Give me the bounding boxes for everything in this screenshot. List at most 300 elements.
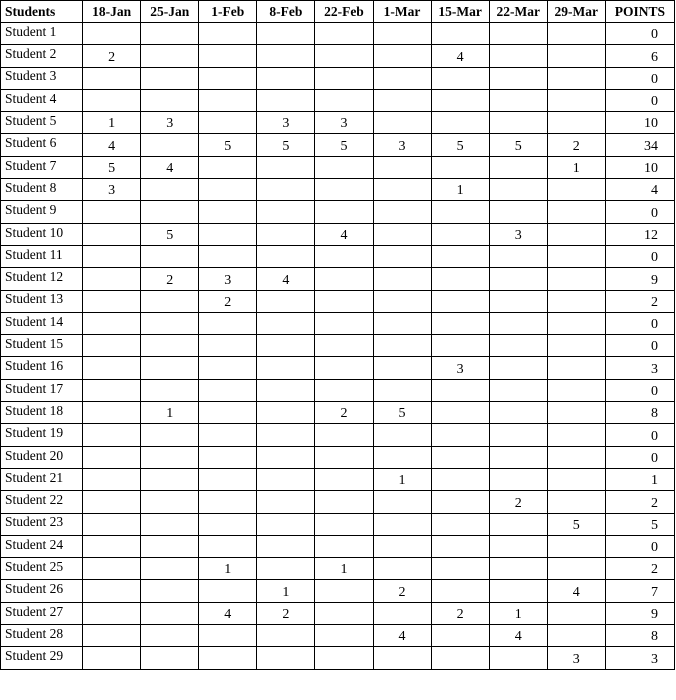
score-cell <box>141 513 199 535</box>
score-cell <box>315 513 373 535</box>
score-cell <box>547 23 605 45</box>
score-cell <box>373 201 431 223</box>
student-name-cell: Student 18 <box>1 402 83 424</box>
table-row <box>1 179 675 201</box>
score-cell <box>141 357 199 379</box>
score-cell <box>83 335 141 357</box>
points-total-cell: 9 <box>605 268 674 290</box>
score-cell <box>373 156 431 178</box>
score-cell <box>373 290 431 312</box>
points-total-cell: 4 <box>605 179 674 201</box>
header-25-jan: 25-Jan <box>141 1 199 23</box>
score-cell <box>547 402 605 424</box>
score-cell <box>489 45 547 67</box>
score-cell <box>199 625 257 647</box>
score-cell <box>489 335 547 357</box>
score-cell <box>431 112 489 134</box>
score-cell: 3 <box>257 112 315 134</box>
score-cell <box>315 602 373 624</box>
points-total-cell: 0 <box>605 201 674 223</box>
score-cell <box>489 535 547 557</box>
score-cell <box>199 535 257 557</box>
score-cell <box>315 201 373 223</box>
header-students: Students <box>1 1 83 23</box>
header-8-feb: 8-Feb <box>257 1 315 23</box>
score-cell <box>315 312 373 334</box>
student-name-cell: Student 8 <box>1 179 83 201</box>
score-cell <box>489 156 547 178</box>
score-cell <box>373 245 431 267</box>
score-cell: 1 <box>315 558 373 580</box>
student-name-cell: Student 11 <box>1 245 83 267</box>
score-cell <box>83 379 141 401</box>
points-total-cell: 8 <box>605 625 674 647</box>
header-29-mar: 29-Mar <box>547 1 605 23</box>
score-cell <box>489 245 547 267</box>
header-1-feb: 1-Feb <box>199 1 257 23</box>
score-cell <box>257 468 315 490</box>
score-cell <box>141 290 199 312</box>
score-cell <box>199 112 257 134</box>
score-cell <box>315 535 373 557</box>
table-row <box>1 112 675 134</box>
score-cell <box>83 23 141 45</box>
score-cell <box>315 491 373 513</box>
score-cell <box>489 201 547 223</box>
score-cell: 5 <box>431 134 489 156</box>
score-cell <box>431 491 489 513</box>
score-cell <box>141 602 199 624</box>
score-cell <box>141 23 199 45</box>
score-cell <box>431 312 489 334</box>
score-cell <box>199 379 257 401</box>
score-cell <box>257 156 315 178</box>
score-cell <box>257 535 315 557</box>
score-cell <box>141 625 199 647</box>
score-cell: 5 <box>141 223 199 245</box>
student-name-cell: Student 13 <box>1 290 83 312</box>
score-cell <box>141 535 199 557</box>
score-cell <box>199 223 257 245</box>
score-cell <box>257 446 315 468</box>
table-row <box>1 268 675 290</box>
points-total-cell: 0 <box>605 379 674 401</box>
table-row <box>1 290 675 312</box>
score-cell <box>83 223 141 245</box>
score-cell <box>373 379 431 401</box>
score-cell: 1 <box>141 402 199 424</box>
score-cell <box>199 357 257 379</box>
score-cell <box>257 245 315 267</box>
student-name-cell: Student 23 <box>1 513 83 535</box>
score-cell: 2 <box>489 491 547 513</box>
score-cell <box>373 357 431 379</box>
header-points: POINTS <box>605 1 674 23</box>
score-cell <box>199 513 257 535</box>
score-cell <box>141 424 199 446</box>
score-cell <box>315 424 373 446</box>
score-cell <box>257 647 315 669</box>
score-cell: 3 <box>83 179 141 201</box>
score-cell <box>431 424 489 446</box>
points-total-cell: 0 <box>605 245 674 267</box>
table-row <box>1 647 675 669</box>
table-row <box>1 67 675 89</box>
score-cell <box>547 268 605 290</box>
score-cell <box>373 446 431 468</box>
score-cell <box>489 379 547 401</box>
points-total-cell: 0 <box>605 535 674 557</box>
header-1-mar: 1-Mar <box>373 1 431 23</box>
score-cell: 2 <box>431 602 489 624</box>
score-cell: 4 <box>489 625 547 647</box>
score-cell <box>141 134 199 156</box>
score-cell <box>547 245 605 267</box>
table-row <box>1 424 675 446</box>
score-cell <box>199 245 257 267</box>
score-cell <box>199 156 257 178</box>
points-total-cell: 34 <box>605 134 674 156</box>
score-cell <box>547 424 605 446</box>
score-cell <box>257 89 315 111</box>
score-cell <box>373 335 431 357</box>
table-row <box>1 312 675 334</box>
points-total-cell: 2 <box>605 558 674 580</box>
score-cell: 5 <box>547 513 605 535</box>
score-cell <box>489 290 547 312</box>
score-cell <box>315 45 373 67</box>
student-name-cell: Student 14 <box>1 312 83 334</box>
score-cell <box>141 558 199 580</box>
score-cell: 3 <box>315 112 373 134</box>
score-cell <box>199 580 257 602</box>
score-cell <box>431 535 489 557</box>
student-name-cell: Student 28 <box>1 625 83 647</box>
score-cell <box>489 179 547 201</box>
score-cell <box>257 491 315 513</box>
score-cell <box>315 625 373 647</box>
score-cell <box>431 402 489 424</box>
score-cell <box>141 335 199 357</box>
score-cell <box>141 67 199 89</box>
score-cell <box>141 647 199 669</box>
table-row <box>1 446 675 468</box>
points-total-cell: 8 <box>605 402 674 424</box>
student-name-cell: Student 4 <box>1 89 83 111</box>
table-row <box>1 245 675 267</box>
score-cell <box>373 424 431 446</box>
score-cell <box>141 179 199 201</box>
score-cell: 5 <box>83 156 141 178</box>
header-22-feb: 22-Feb <box>315 1 373 23</box>
score-cell <box>373 23 431 45</box>
score-cell <box>547 223 605 245</box>
score-cell <box>489 357 547 379</box>
score-cell <box>373 513 431 535</box>
student-name-cell: Student 15 <box>1 335 83 357</box>
score-cell <box>547 335 605 357</box>
score-cell <box>199 424 257 446</box>
score-cell: 3 <box>489 223 547 245</box>
score-cell <box>199 446 257 468</box>
score-cell <box>257 357 315 379</box>
table-row <box>1 223 675 245</box>
score-cell <box>141 45 199 67</box>
score-cell <box>199 468 257 490</box>
score-cell <box>431 468 489 490</box>
score-cell <box>315 179 373 201</box>
score-cell <box>257 625 315 647</box>
score-cell <box>83 201 141 223</box>
score-cell: 2 <box>373 580 431 602</box>
score-cell <box>199 201 257 223</box>
points-total-cell: 7 <box>605 580 674 602</box>
score-cell: 1 <box>199 558 257 580</box>
score-cell <box>83 424 141 446</box>
table-row <box>1 535 675 557</box>
table-row <box>1 580 675 602</box>
score-cell <box>431 245 489 267</box>
score-cell <box>141 312 199 334</box>
score-cell <box>83 647 141 669</box>
score-cell <box>373 67 431 89</box>
score-cell <box>489 312 547 334</box>
score-cell <box>83 67 141 89</box>
table-row <box>1 335 675 357</box>
score-cell <box>373 647 431 669</box>
score-cell: 4 <box>315 223 373 245</box>
score-cell <box>83 89 141 111</box>
score-cell <box>547 468 605 490</box>
score-cell <box>315 446 373 468</box>
score-cell <box>373 179 431 201</box>
student-name-cell: Student 12 <box>1 268 83 290</box>
score-cell: 2 <box>141 268 199 290</box>
score-cell: 4 <box>141 156 199 178</box>
student-name-cell: Student 20 <box>1 446 83 468</box>
score-cell <box>315 156 373 178</box>
points-total-cell: 0 <box>605 446 674 468</box>
student-name-cell: Student 2 <box>1 45 83 67</box>
score-cell: 4 <box>431 45 489 67</box>
score-cell <box>431 580 489 602</box>
student-name-cell: Student 10 <box>1 223 83 245</box>
score-cell <box>431 23 489 45</box>
table-row <box>1 558 675 580</box>
score-cell <box>547 491 605 513</box>
score-cell <box>489 89 547 111</box>
score-cell <box>431 446 489 468</box>
score-cell <box>547 558 605 580</box>
score-cell <box>373 602 431 624</box>
score-cell <box>489 468 547 490</box>
table-row <box>1 468 675 490</box>
score-cell <box>315 67 373 89</box>
score-cell <box>141 446 199 468</box>
score-cell <box>489 402 547 424</box>
score-cell <box>373 45 431 67</box>
score-cell <box>257 201 315 223</box>
score-cell: 5 <box>489 134 547 156</box>
table-row <box>1 134 675 156</box>
score-cell <box>83 558 141 580</box>
score-cell <box>257 424 315 446</box>
score-cell <box>547 446 605 468</box>
student-name-cell: Student 19 <box>1 424 83 446</box>
score-cell <box>257 335 315 357</box>
points-total-cell: 5 <box>605 513 674 535</box>
score-cell: 1 <box>431 179 489 201</box>
score-cell <box>431 558 489 580</box>
score-cell <box>83 535 141 557</box>
score-cell <box>83 625 141 647</box>
score-cell <box>547 179 605 201</box>
score-cell <box>489 424 547 446</box>
student-name-cell: Student 21 <box>1 468 83 490</box>
score-cell <box>431 156 489 178</box>
score-cell: 2 <box>83 45 141 67</box>
points-total-cell: 12 <box>605 223 674 245</box>
score-cell <box>83 268 141 290</box>
score-cell: 1 <box>257 580 315 602</box>
score-cell <box>257 379 315 401</box>
score-cell <box>315 647 373 669</box>
table-row <box>1 89 675 111</box>
table-row <box>1 491 675 513</box>
score-cell <box>141 89 199 111</box>
score-cell <box>431 625 489 647</box>
score-cell <box>141 491 199 513</box>
score-cell <box>489 268 547 290</box>
score-cell <box>199 312 257 334</box>
score-cell <box>257 312 315 334</box>
points-total-cell: 3 <box>605 647 674 669</box>
score-cell <box>83 357 141 379</box>
score-cell <box>547 379 605 401</box>
score-cell: 1 <box>489 602 547 624</box>
score-cell <box>257 23 315 45</box>
score-cell: 4 <box>83 134 141 156</box>
table-row <box>1 402 675 424</box>
score-cell <box>257 290 315 312</box>
header-15-mar: 15-Mar <box>431 1 489 23</box>
score-cell: 4 <box>547 580 605 602</box>
points-total-cell: 6 <box>605 45 674 67</box>
score-cell <box>315 357 373 379</box>
score-cell <box>489 647 547 669</box>
student-name-cell: Student 6 <box>1 134 83 156</box>
score-cell <box>431 335 489 357</box>
score-cell <box>83 312 141 334</box>
score-cell <box>547 201 605 223</box>
score-cell <box>489 112 547 134</box>
points-total-cell: 0 <box>605 89 674 111</box>
score-cell <box>199 402 257 424</box>
score-cell <box>257 223 315 245</box>
score-cell: 1 <box>83 112 141 134</box>
score-cell <box>547 602 605 624</box>
score-cell <box>141 468 199 490</box>
student-name-cell: Student 27 <box>1 602 83 624</box>
score-cell: 4 <box>373 625 431 647</box>
score-cell <box>431 201 489 223</box>
score-cell <box>373 223 431 245</box>
score-cell <box>489 446 547 468</box>
score-cell: 1 <box>373 468 431 490</box>
score-cell <box>373 535 431 557</box>
score-cell <box>373 312 431 334</box>
student-name-cell: Student 25 <box>1 558 83 580</box>
score-cell <box>547 290 605 312</box>
score-cell <box>431 513 489 535</box>
table-row <box>1 513 675 535</box>
score-cell: 2 <box>547 134 605 156</box>
score-cell: 3 <box>373 134 431 156</box>
table-row <box>1 45 675 67</box>
score-cell <box>431 67 489 89</box>
points-total-cell: 0 <box>605 424 674 446</box>
score-cell <box>83 468 141 490</box>
score-cell <box>489 67 547 89</box>
score-cell <box>199 335 257 357</box>
score-cell <box>373 558 431 580</box>
score-cell: 2 <box>257 602 315 624</box>
score-cell: 4 <box>257 268 315 290</box>
student-name-cell: Student 26 <box>1 580 83 602</box>
score-cell <box>257 558 315 580</box>
score-cell <box>547 67 605 89</box>
score-cell <box>315 580 373 602</box>
student-name-cell: Student 17 <box>1 379 83 401</box>
score-cell: 3 <box>547 647 605 669</box>
score-cell <box>315 468 373 490</box>
score-cell <box>199 23 257 45</box>
score-cell <box>199 179 257 201</box>
score-cell <box>547 357 605 379</box>
score-cell <box>257 67 315 89</box>
score-cell <box>141 245 199 267</box>
score-cell <box>83 290 141 312</box>
score-cell <box>199 89 257 111</box>
score-cell: 5 <box>257 134 315 156</box>
table-row <box>1 602 675 624</box>
score-cell: 2 <box>199 290 257 312</box>
score-cell <box>489 513 547 535</box>
student-name-cell: Student 29 <box>1 647 83 669</box>
score-cell <box>489 558 547 580</box>
score-cell <box>547 535 605 557</box>
points-total-cell: 10 <box>605 112 674 134</box>
score-cell <box>315 335 373 357</box>
points-total-cell: 3 <box>605 357 674 379</box>
score-cell: 5 <box>373 402 431 424</box>
score-cell <box>199 491 257 513</box>
header-18-jan: 18-Jan <box>83 1 141 23</box>
score-cell <box>547 89 605 111</box>
score-cell <box>141 580 199 602</box>
score-cell <box>83 491 141 513</box>
score-cell <box>373 89 431 111</box>
score-cell <box>141 201 199 223</box>
points-total-cell: 0 <box>605 67 674 89</box>
table-row <box>1 357 675 379</box>
score-cell <box>431 647 489 669</box>
table-body <box>1 23 675 670</box>
score-cell <box>547 112 605 134</box>
score-cell <box>431 223 489 245</box>
score-cell <box>315 379 373 401</box>
score-cell <box>199 647 257 669</box>
